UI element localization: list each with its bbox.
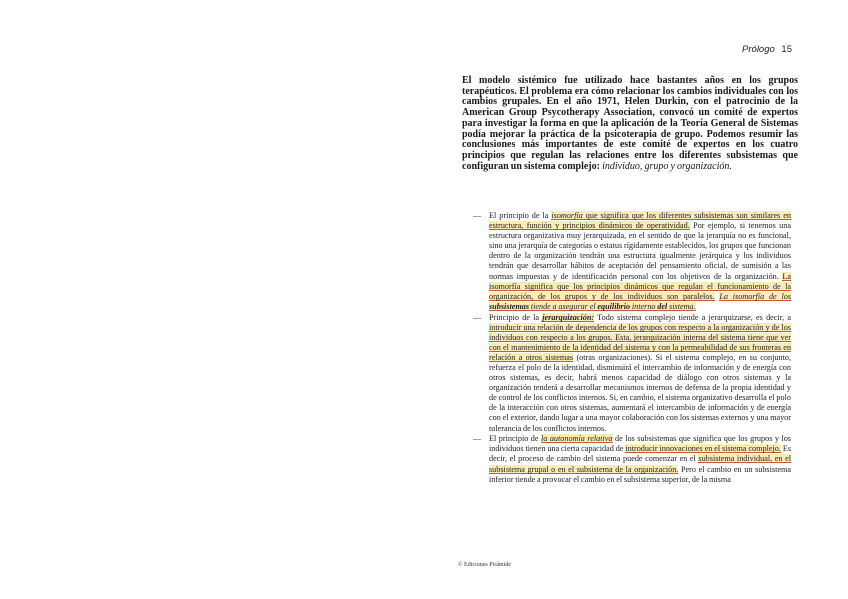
highlighted-text: isomorfía [551,211,583,220]
highlighted-text: La isomorfía de los [719,291,792,301]
highlighted-text: La isomorfía significa que los principios dinámicos que regulan el funcionamiento de la organización, de los grupos y de los individuos son paralelos. [489,271,791,301]
highlighted-text: sistema. [667,301,696,311]
body-text: Por ejemplo, si tenemos una estructura organizativa muy jerarquizada, en el sentido de que la jerarquía no es funcional, sino una jerarquía de categorías o estatus rígidamente establecidos, los grupos que funcionan dentro de la organización tendrán una estructura igualmente jerárquica y los individuos tendrán que desarrollar hábitos de aceptación del pensamiento oficial, de sumisión a las normas impuestas y de identificación personal con los objetivos de la organización. [489,221,791,281]
body-text: Principio de la [489,312,543,322]
highlighted-text: introducir una relación de dependencia de los grupos con respecto a la organización y de los individuos con respecto a los grupos. [489,322,791,342]
highlighted-text: subsistema individual, en el subsistema grupal o en el subsistema de la organización. [489,454,791,474]
highlighted-text: que significa que los diferentes subsistemas son similares en estructura, función y principios dinámicos de operatividad. [489,211,791,231]
section-title: Prólogo [742,44,775,55]
item-dash: — [473,211,482,220]
publisher-footer: © Ediciones Pirámide [458,562,511,568]
item-body [489,313,791,433]
item-dash: — [473,434,482,444]
list-item-autonomia [473,434,791,484]
body-text: El principio de [489,434,541,444]
highlighted-text: tiende a asegurar el [529,301,598,311]
highlighted-text: jerarquización: [542,312,595,322]
item-dash: — [473,312,482,322]
list-item-isomorfia [473,211,791,312]
highlighted-text: subsistemas [489,301,530,311]
highlighted-text: del [657,301,668,311]
running-header [742,44,792,55]
body-text: Pero el cambio en un subsistema inferior tiende a provocar el cambio en el subsistema superior, de la misma [489,464,791,484]
intro-text: El modelo sistémico fue utilizado hace bastantes años en los grupos terapéuticos. El problema era cómo relacionar los cambios individuales con los cambios grupales. En el año 1971, Helen Durkin, con el patrocinio de la American Group Psycotherapy Association, convocó un comité de expertos para investigar la forma en que la aplicación de la Teoría General de Sistemas podía mejorar la práctica de la psicoterapia de grupo. Podemos resumir las conclusiones más importantes de este comité de expertos en los cuatro principios que regulan las relaciones entre los diferentes subsistemas que configuran un sistema complejo: [462,75,798,172]
body-text: (otras organizaciones). Si el sistema complejo, en su conjunto, refuerza el polo de la identidad, disminuirá el intercambio de información y de energía con otros sistemas, es decir, habrá menos capacidad de diálogo con otros sistemas y la organización tenderá a desarrollar mecanismos internos de defensa de la propia identidad y de control de los conflictos internos. Si, en cambio, el sistema organizativo desarrolla el polo de la interacción con otros sistemas, aumentará el intercambio de información y de energía con el exterior, dando lugar a una mayor colaboración con los sistemas externos y una mayor tolerancia de los conflictos internos. [489,352,791,433]
highlighted-text: la autonomía relativa [541,434,613,444]
body-text: Es decir, el proceso de cambio del sistema puede comenzar en el [489,444,792,464]
item-body [489,434,791,483]
principles-list [473,211,791,485]
body-text: Todo sistema complejo tiende a jerarquizarse, es decir, a [594,312,791,322]
page-number: 15 [781,44,792,55]
body-text: de los subsistemas que significa que los grupos y los individuos tienen una cierta capacidad de [489,434,791,454]
intro-tail: individuo, grupo y organización. [602,160,732,172]
intro-paragraph [462,76,798,172]
body-text: El principio de la [489,211,552,220]
highlighted-text: Esta, jerarquización interna del sistema tiene que ver con el mantenimiento de la identidad del sistema y con la permeabilidad de sus fronteras en relación a otros sistemas [489,332,791,362]
highlighted-text: introducir innovaciones en el sistema complejo. [625,444,781,454]
item-body [489,211,791,311]
highlighted-text: equilibrio [597,301,631,311]
list-item-jerarquizacion [473,313,791,434]
highlighted-text: interno [630,301,658,311]
